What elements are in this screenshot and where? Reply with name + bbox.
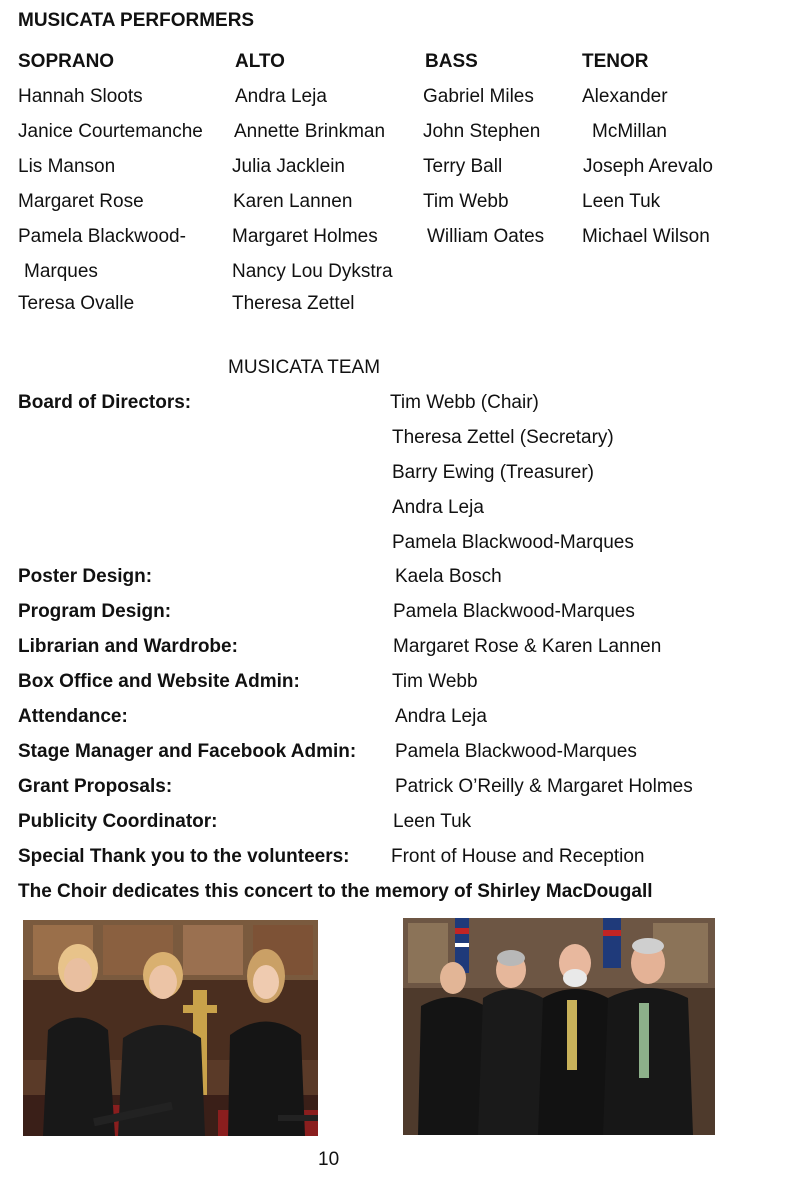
role-label: Librarian and Wardrobe: <box>18 636 238 657</box>
role-label: Special Thank you to the volunteers: <box>18 846 350 867</box>
women-choir-photo <box>23 920 318 1136</box>
bass-name: William Oates <box>427 226 545 247</box>
alto-name: Nancy Lou Dykstra <box>232 261 393 282</box>
alto-name: Julia Jacklein <box>232 156 345 177</box>
tenor-heading: TENOR <box>582 51 649 72</box>
team-title: MUSICATA TEAM <box>228 357 381 378</box>
soprano-name: Lis Manson <box>18 156 116 177</box>
role-label: Attendance: <box>18 706 128 727</box>
bass-name: Gabriel Miles <box>423 86 534 107</box>
role-label: Program Design: <box>18 601 172 622</box>
role-value: Pamela Blackwood-Marques <box>395 741 637 762</box>
tenor-name: Leen Tuk <box>582 191 661 212</box>
role-value: Andra Leja <box>392 497 484 518</box>
tenor-name: Michael Wilson <box>582 226 710 247</box>
soprano-name: Teresa Ovalle <box>18 293 135 314</box>
tenor-name: McMillan <box>592 121 667 142</box>
alto-name: Andra Leja <box>235 86 327 107</box>
role-value: Margaret Rose & Karen Lannen <box>393 636 662 657</box>
bass-name: John Stephen <box>423 121 541 142</box>
bass-heading: BASS <box>425 51 478 72</box>
role-label: Publicity Coordinator: <box>18 811 218 832</box>
men-choir-photo <box>403 918 715 1135</box>
page-number: 10 <box>318 1149 340 1170</box>
role-label: Box Office and Website Admin: <box>18 671 300 692</box>
soprano-name: Hannah Sloots <box>18 86 143 107</box>
bass-name: Tim Webb <box>423 191 509 212</box>
performers-title: MUSICATA PERFORMERS <box>18 10 255 31</box>
role-label: Grant Proposals: <box>18 776 173 797</box>
alto-name: Margaret Holmes <box>232 226 378 247</box>
soprano-name: Margaret Rose <box>18 191 144 212</box>
dedication: The Choir dedicates this concert to the memory of Shirley MacDougall <box>18 881 653 902</box>
tenor-name: Alexander <box>582 86 668 107</box>
role-label: Stage Manager and Facebook Admin: <box>18 741 357 762</box>
role-value: Front of House and Reception <box>391 846 645 867</box>
role-label: Board of Directors: <box>18 392 192 413</box>
alto-name: Annette Brinkman <box>234 121 386 142</box>
role-value: Pamela Blackwood-Marques <box>393 601 635 622</box>
role-value: Theresa Zettel (Secretary) <box>392 427 614 448</box>
role-value: Patrick O’Reilly & Margaret Holmes <box>395 776 693 797</box>
role-value: Andra Leja <box>395 706 487 727</box>
soprano-name: Janice Courtemanche <box>18 121 203 142</box>
soprano-heading: SOPRANO <box>18 51 115 72</box>
alto-name: Karen Lannen <box>233 191 353 212</box>
soprano-name: Pamela Blackwood- <box>18 226 186 247</box>
role-value: Leen Tuk <box>393 811 472 832</box>
alto-name: Theresa Zettel <box>232 293 355 314</box>
role-value: Tim Webb (Chair) <box>390 392 539 413</box>
role-value: Kaela Bosch <box>395 566 502 587</box>
soprano-name: Marques <box>24 261 98 282</box>
role-value: Tim Webb <box>392 671 478 692</box>
women-choir-photo-illustration <box>23 920 318 1136</box>
bass-name: Terry Ball <box>423 156 503 177</box>
role-value: Barry Ewing (Treasurer) <box>392 462 595 483</box>
men-choir-photo-illustration <box>403 918 715 1135</box>
role-label: Poster Design: <box>18 566 153 587</box>
alto-heading: ALTO <box>235 51 285 72</box>
role-value: Pamela Blackwood-Marques <box>392 532 634 553</box>
tenor-name: Joseph Arevalo <box>583 156 713 177</box>
